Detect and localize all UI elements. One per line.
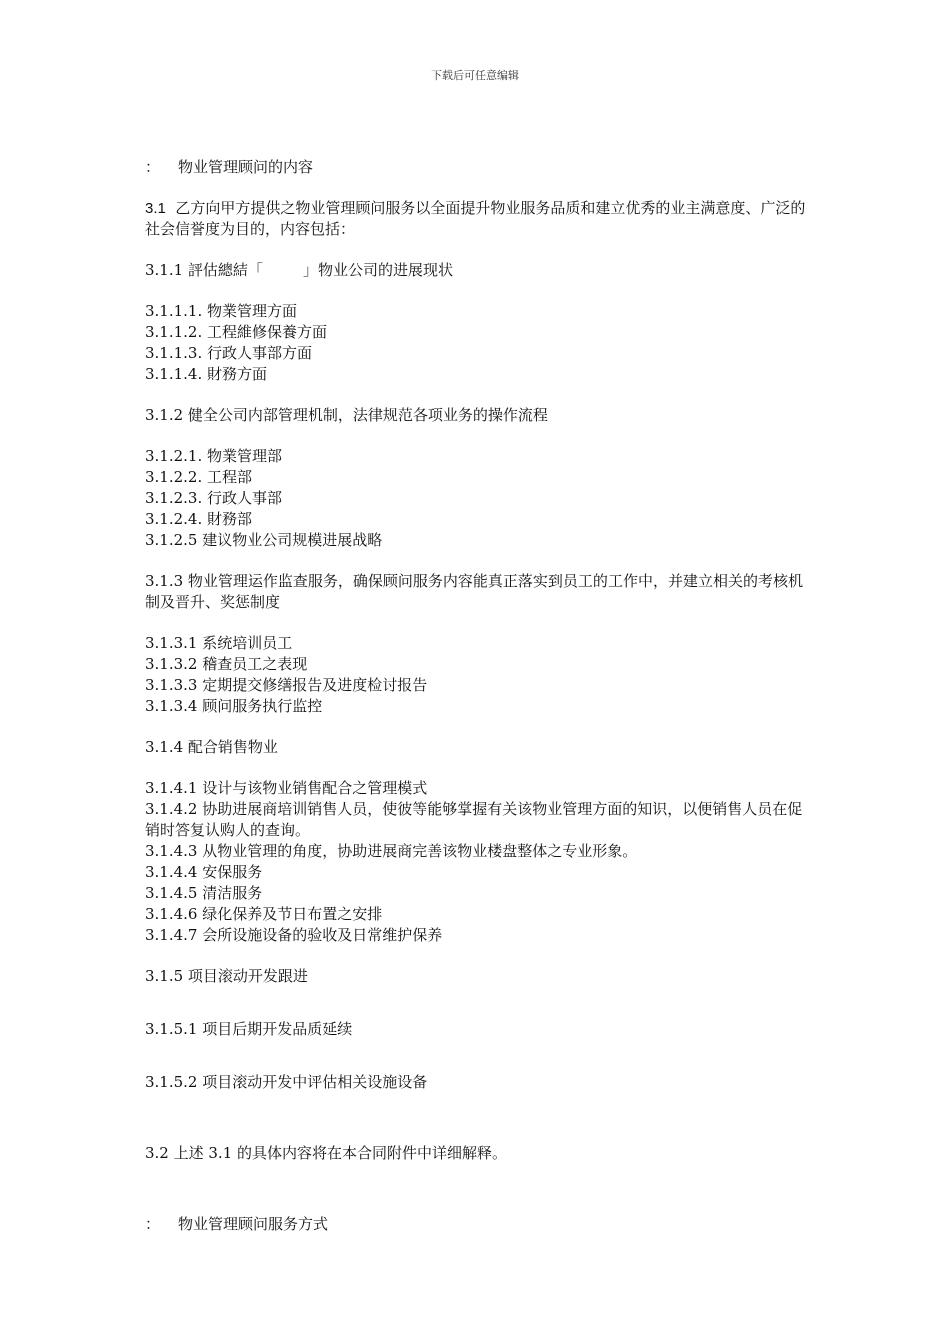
subsection-3-1-5-2: 3.1.5.2 项目滚动开发中评估相关设施设备	[145, 1073, 428, 1091]
list-item: 3.1.2.4. 財務部	[145, 510, 253, 528]
subsection-3-1-1	[145, 260, 810, 281]
heading-colon: ：	[145, 158, 161, 176]
list-item: 3.1.4.5 清洁服务	[145, 884, 263, 902]
list-item: 3.1.4.6 绿化保养及节日布置之安排	[145, 905, 383, 923]
list-item: 3.1.2.5 建议物业公司规模进展战略	[145, 531, 383, 549]
subsection-3-1-2: 3.1.2 健全公司内部管理机制，法律规范各项业务的操作流程	[145, 406, 548, 424]
list-3-1-2	[145, 446, 810, 551]
section-heading	[145, 1214, 810, 1235]
paragraph-text: 乙方向甲方提供之物业管理顾问服务以全面提升物业服务品质和建立优秀的业主满意度、广泛的社会信誉度为目的，内容包括：	[145, 199, 806, 238]
list-item: 3.1.2.3. 行政人事部	[145, 489, 283, 507]
list-item: 3.1.4.1 设计与该物业销售配合之管理模式	[145, 779, 428, 797]
list-item: 3.1.2.2. 工程部	[145, 468, 253, 486]
list-item: 3.1.3.2 稽查员工之表现	[145, 655, 308, 673]
subsection-tail: 」物业公司的进展现状	[302, 261, 453, 279]
heading-title: 物业管理顾问服务方式	[178, 1215, 329, 1233]
list-item: 3.1.3.4 顾问服务执行监控	[145, 697, 323, 715]
list-item: 3.1.3.1 系统培训员工	[145, 634, 293, 652]
list-3-1-1	[145, 301, 810, 385]
list-item: 3.1.1.2. 工程維修保養方面	[145, 323, 328, 341]
list-item: 3.1.1.3. 行政人事部方面	[145, 344, 313, 362]
list-3-1-3	[145, 633, 810, 717]
heading-colon: ：	[145, 1215, 161, 1233]
paragraph-3-2: 3.2 上述 3.1 的具体内容将在本合同附件中详细解释。	[145, 1144, 508, 1162]
subsection-3-1-3: 3.1.3 物业管理运作监查服务，确保顾问服务内容能真正落实到员工的工作中，并建立相关的考核机制及晋升、奖惩制度	[145, 572, 803, 611]
list-item: 3.1.2.1. 物業管理部	[145, 447, 283, 465]
page-header: 下载后可任意编辑	[431, 69, 519, 82]
paragraph-3-1	[145, 198, 810, 240]
subsection-3-1-5-1: 3.1.5.1 项目后期开发品质延续	[145, 1020, 353, 1038]
list-item: 3.1.4.4 安保服务	[145, 863, 263, 881]
subsection-3-1-5: 3.1.5 项目滚动开发跟进	[145, 967, 308, 985]
paragraph-number: 3.1	[145, 200, 166, 217]
document-body	[145, 157, 810, 1235]
subsection-head: 3.1.1 評估總結「	[145, 261, 263, 279]
list-item: 3.1.4.7 会所设施设备的验收及日常维护保养	[145, 926, 443, 944]
list-item: 3.1.4.2 协助进展商培训销售人员，使彼等能够掌握有关该物业管理方面的知识，以便销售人员在促销时答复认购人的查询。	[145, 800, 803, 839]
section-heading	[145, 157, 810, 178]
subsection-3-1-4: 3.1.4 配合销售物业	[145, 738, 278, 756]
heading-title: 物业管理顾问的内容	[178, 158, 314, 176]
list-item: 3.1.1.1. 物業管理方面	[145, 302, 298, 320]
list-item: 3.1.3.3 定期提交修缮报告及进度检讨报告	[145, 676, 428, 694]
list-item: 3.1.4.3 从物业管理的角度，协助进展商完善该物业楼盘整体之专业形象。	[145, 842, 638, 860]
list-item: 3.1.1.4. 財務方面	[145, 365, 268, 383]
list-3-1-4	[145, 778, 810, 946]
